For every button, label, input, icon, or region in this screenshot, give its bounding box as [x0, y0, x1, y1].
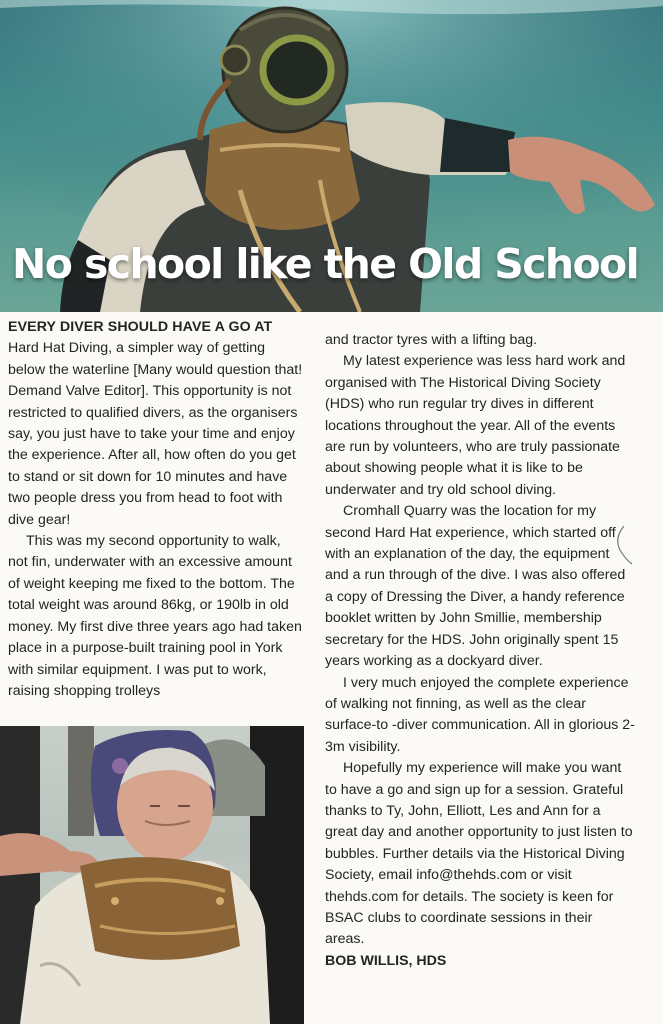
paragraph-2-continued: and tractor tyres with a lifting bag. — [325, 332, 538, 348]
byline: BOB WILLIS, HDS — [325, 952, 447, 969]
headline: No school like the Old School — [12, 240, 639, 288]
photo-diver-being-dressed — [0, 726, 304, 1024]
paragraph-3: My latest experience was less hard work and organised with The Historical Diving Society (HDS) who run regular try dives in different locations throughout the year. All of the events are run by volunteers, who are truly passionate about showing people what it is like to be underwater and try old school diving. — [325, 353, 626, 498]
paragraph-6: Hopefully my experience will make you want to have a go and sign up for a session. Grateful thanks to Ty, John, Elliott, Les and Ann for a great day and another opportunity to just listen to bubbles. Further details via the Historical Diving Society, email info@thehds.com or visit thehds.com for details. The society is keen for BSAC clubs to coordinate sessions in their areas. — [325, 760, 633, 948]
hero-photo-underwater-diver — [0, 0, 663, 312]
paragraph-4: Cromhall Quarry was the location for my second Hard Hat experience, which started off with an explanation of the day, the equipment and a run through of the dive. I was also offered a copy of Dressing the Diver, a handy reference booklet written by John Smillie, membership secretary for the HDS. John originally spent 15 years working as a dockyard diver. — [325, 503, 626, 670]
paragraph-1 — [8, 317, 304, 531]
pen-mark — [612, 524, 636, 568]
text-column-left — [8, 317, 304, 702]
text-column-right — [325, 330, 635, 972]
paragraph-5: I very much enjoyed the complete experience of walking not finning, as well as the clear surface-to -diver communication. All in glorious 2-3m visibility. — [325, 674, 635, 755]
paragraph-2: This was my second opportunity to walk, not fin, underwater with an excessive amount of weight keeping me fixed to the bottom. The total weight was around 86kg, or 190lb in old money. My first dive three years ago had taken place in a purpose-built training pool in York with similar equipment. I was put to work, raising shopping trolleys — [8, 533, 302, 699]
lead-in: EVERY DIVER SHOULD HAVE A GO AT — [8, 319, 273, 335]
paragraph-1-text: Hard Hat Diving, a simpler way of getting below the waterline [Many would question that! Demand Valve Editor]. This opportunity is not restricted to qualified divers, as the organisers say, you just have to take your time and enjoy the experience. After all, how often do you get to stand or sit down for 10 minutes and have two people dress you from head to foot with dive gear! — [8, 340, 303, 528]
dressing-scene-illustration — [0, 726, 304, 1024]
